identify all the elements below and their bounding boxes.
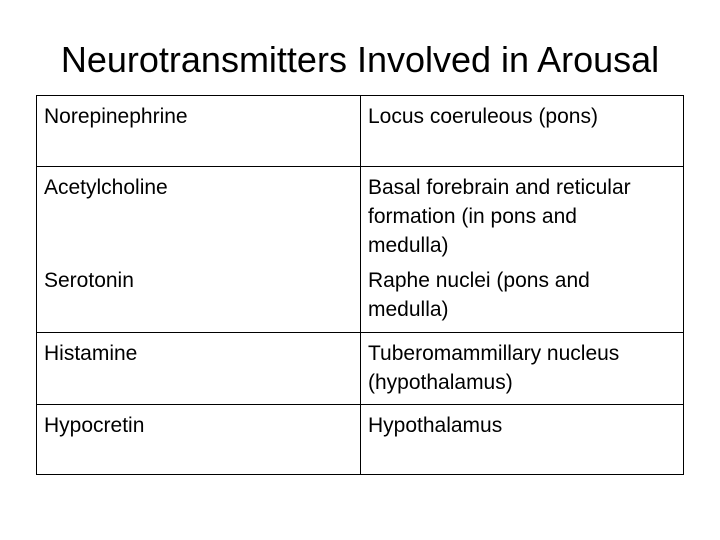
table-row [37,332,683,405]
location-line: Basal forebrain and reticular [368,176,631,199]
location-cell [368,102,678,131]
location-line: Tuberomammillary nucleus [368,342,620,365]
table-row [37,404,683,475]
location-line: medulla) [368,298,449,321]
neurotransmitter-cell: Serotonin [44,269,134,292]
neurotransmitter-table [36,95,684,475]
location-cell [368,266,678,324]
location-line: (hypothalamus) [368,371,513,394]
table-row [37,166,683,261]
location-line: medulla) [368,234,449,257]
location-line: formation (in pons and [368,205,577,228]
location-cell [368,339,678,397]
location-line: Raphe nuclei (pons and [368,269,590,292]
location-cell [368,411,678,440]
location-line: Locus coeruleous (pons) [368,105,598,128]
neurotransmitter-cell: Histamine [44,342,138,365]
neurotransmitter-cell: Hypocretin [44,414,145,437]
location-cell [368,173,678,260]
table-row [37,96,683,166]
table-row [37,260,683,332]
slide-title: Neurotransmitters Involved in Arousal [60,39,660,80]
location-line: Hypothalamus [368,414,503,437]
neurotransmitter-cell: Acetylcholine [44,176,168,199]
neurotransmitter-cell: Norepinephrine [44,105,188,128]
